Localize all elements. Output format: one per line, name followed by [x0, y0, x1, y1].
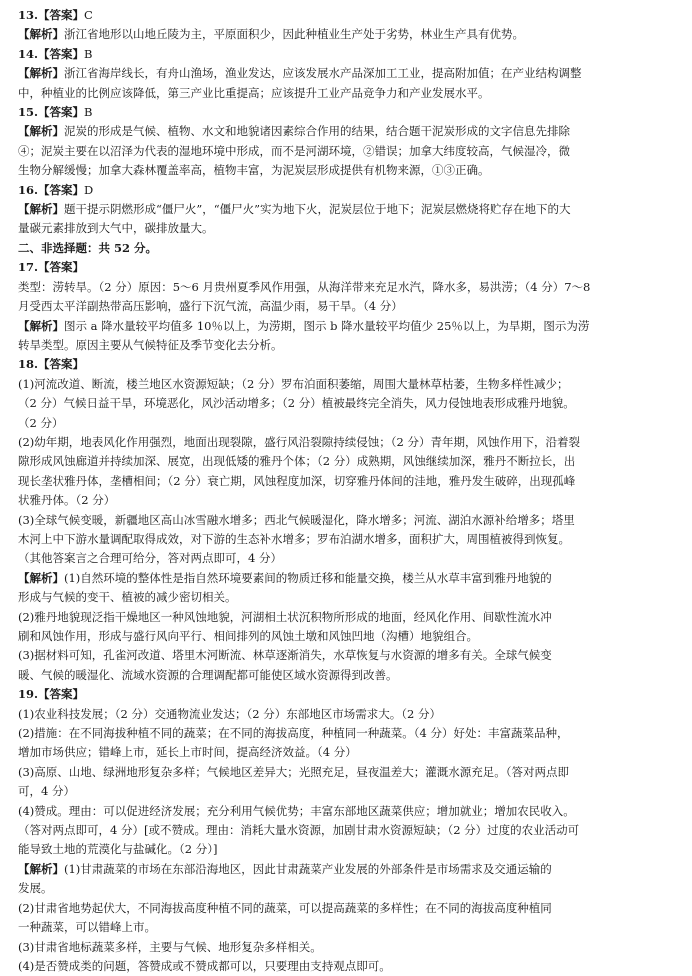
text-line — [18, 25, 674, 44]
line-label: 16.【答案】 — [18, 182, 85, 197]
line-label: 二、非选择题：共 52 分。 — [18, 240, 158, 255]
line-text: B — [84, 105, 93, 120]
text-line: 状雅丹体。（2 分） — [18, 493, 116, 508]
text-line — [18, 45, 674, 64]
text-line: (3)据材料可知，孔雀河改道、塔里木河断流、林草逐渐消失，水草恢复与水资源的增多有关。全球气候变 — [18, 648, 552, 663]
text-line: 中，种植业的比例应该降低，第三产业比重提高；应该提升工业产品竞争力和产业发展水平。 — [18, 85, 490, 100]
text-block — [18, 355, 674, 374]
text-block — [18, 938, 674, 957]
text-block — [18, 685, 674, 704]
line-text: 浙江省地形以山地丘陵为主，平原面积少，因此种植业生产处于劣势，林业生产具有优势。 — [64, 27, 524, 42]
text-line — [18, 355, 674, 374]
line-label: 13.【答案】 — [18, 8, 85, 22]
text-block — [18, 608, 674, 647]
text-line: (2)措施：在不同海拔种植不同的蔬菜；在不同的海拔高度，种植同一种蔬菜。（4 分）好处：丰富蔬菜品种， — [18, 726, 569, 741]
text-block — [18, 375, 674, 433]
text-line: 量碳元素排放到大气中，碳排放量大。 — [18, 221, 214, 236]
text-line: 转旱类型。原因主要从气候特征及季节变化去分析。 — [18, 337, 283, 352]
text-line: (3)甘肃省地标蔬菜多样，主要与气候、地形复杂多样相关。 — [18, 939, 322, 954]
text-line: (4)是否赞成类的问题，答赞成或不赞成都可以，只要理由支持观点即可。 — [18, 958, 391, 973]
line-label: 【解析】 — [18, 66, 64, 81]
text-line: (3)全球气候变暖，新疆地区高山冰雪融水增多；西北气候暖湿化，降水增多；河流、湖泊水源补给增多；塔里 — [18, 512, 575, 527]
text-line: （2 分） — [18, 415, 64, 430]
text-line: 刷和风蚀作用，形成与盛行风向平行、相间排列的风蚀土墩和风蚀凹地（沟槽）地貌组合。 — [18, 629, 478, 643]
text-line: (4)赞成。理由：可以促进经济发展；充分利用气候优势；丰富东部地区蔬菜供应；增加就业；增加农民收入。 — [18, 803, 575, 818]
text-line — [18, 64, 674, 83]
text-block — [18, 45, 674, 64]
text-block — [18, 200, 674, 239]
text-line: (1)农业科技发展；（2 分）交通物流业发达；（2 分）东部地区市场需求大。（2 分） — [18, 706, 441, 721]
text-line: （2 分）气候日益干旱，环境恶化，风沙活动增多；（2 分）植被最终完全消失，风力侵蚀地表形成雅丹地貌。 — [18, 396, 575, 411]
answer-key-content — [18, 6, 674, 976]
text-line: 增加市场供应；错峰上市，延长上市时间，提高经济效益。（4 分） — [18, 745, 357, 760]
text-block — [18, 511, 674, 569]
text-block — [18, 433, 674, 511]
text-line: 隙形成风蚀廊道并持续加深、展宽，出现低矮的雅丹个体；（2 分）成熟期，风蚀继续加深，雅丹不断拉长，出 — [18, 454, 576, 469]
text-line: 生物分解缓慢；加拿大森林覆盖率高，植物丰富，为泥炭层形成提供有机物来源，①③正确。 — [18, 163, 490, 178]
text-block — [18, 181, 674, 200]
text-line — [18, 239, 674, 258]
text-block — [18, 317, 674, 356]
text-block — [18, 763, 674, 802]
text-line — [18, 200, 674, 219]
line-text: 图示 a 降水量较平均值多 10％以上，为涝期，图示 b 降水量较平均值少 25％以上，为旱期，图示为涝 — [64, 318, 590, 333]
line-text: (1)自然环境的整体性是指自然环境要素间的物质迁移和能量交换，楼兰从水草丰富到雅丹地貌的 — [64, 570, 552, 585]
text-line: 发展。 — [18, 881, 53, 896]
line-label: 【解析】 — [18, 570, 64, 585]
text-line: (3)高原、山地、绿洲地形复杂多样；气候地区差异大；光照充足，昼夜温差大；灌溉水源充足。（答对两点即 — [18, 764, 570, 779]
line-label: 18.【答案】 — [18, 357, 85, 372]
text-line: ④；泥炭主要在以沼泽为代表的湿地环境中形成，而不是河湖环境，②错误；加拿大纬度较高，气候湿冷，微 — [18, 143, 570, 158]
text-line — [18, 181, 674, 200]
text-line: (1)河流改道、断流，楼兰地区水资源短缺；（2 分）罗布泊面积萎缩，周围大量林草枯萎，生物多样性减少； — [18, 376, 569, 391]
text-line: 类型：涝转旱。（2 分）原因：5～6 月贵州夏季风作用强，从海洋带来充足水汽，降水多，易洪涝；（4 分）7～8 — [18, 279, 591, 294]
line-text: C — [84, 8, 93, 22]
text-line: （其他答案言之合理可给分，答对两点即可，4 分） — [18, 551, 282, 566]
text-line — [18, 685, 674, 704]
text-block — [18, 25, 674, 44]
text-line — [18, 569, 674, 588]
text-block — [18, 64, 674, 103]
text-block — [18, 705, 674, 724]
text-line — [18, 103, 674, 122]
line-text: D — [84, 182, 94, 197]
text-block — [18, 569, 674, 608]
text-line: 月受西太平洋副热带高压影响，盛行下沉气流，高温少雨，易干旱。（4 分） — [18, 299, 403, 314]
text-block — [18, 802, 674, 860]
text-block — [18, 899, 674, 938]
text-block — [18, 860, 674, 899]
text-block — [18, 278, 674, 317]
line-text: 泥炭的形成是气候、植物、水文和地貌诸因素综合作用的结果，结合题干泥炭形成的文字信息先排除 — [64, 124, 570, 139]
text-line: 木河上中下游水量调配取得成效，对下游的生态补水增多；罗布泊湖水增多，面积扩大，周围植被得到恢复。 — [18, 531, 570, 546]
text-line: (2)雅丹地貌现泛指干燥地区一种风蚀地貌，河湖相土状沉积物所形成的地面，经风化作用、间歇性流水冲 — [18, 609, 552, 624]
line-label: 【解析】 — [18, 27, 64, 42]
text-line — [18, 6, 674, 25]
text-block — [18, 6, 674, 25]
text-block — [18, 103, 674, 122]
line-label: 19.【答案】 — [18, 687, 85, 702]
line-label: 17.【答案】 — [18, 260, 85, 275]
line-label: 14.【答案】 — [18, 46, 85, 61]
line-text: 浙江省海岸线长，有舟山渔场，渔业发达，应该发展水产品深加工工业，提高附加值；在产业结构调整 — [64, 66, 582, 81]
text-line: 形成与气候的变干、植被的减少密切相关。 — [18, 590, 237, 605]
text-block — [18, 724, 674, 763]
line-text: 题干提示阴燃形成“僵尸火”，“僵尸火”实为地下火，泥炭层位于地下；泥炭层燃烧将贮存在地下的大 — [64, 202, 571, 217]
text-line: 可，4 分） — [18, 784, 75, 799]
text-line: 暖、气候的暖湿化、流域水资源的合理调配都可能使区域水资源得到改善。 — [18, 667, 398, 682]
line-text: B — [84, 46, 93, 61]
text-line — [18, 860, 674, 879]
line-label: 【解析】 — [18, 861, 64, 876]
line-label: 15.【答案】 — [18, 105, 85, 120]
text-block — [18, 122, 674, 180]
text-block — [18, 646, 674, 685]
text-line — [18, 258, 674, 277]
text-line: 现长垄状雅丹体，垄槽相间；（2 分）衰亡期，风蚀程度加深，切穿雅丹体间的洼地，雅丹发生破碎，出现孤峰 — [18, 473, 576, 488]
text-line: (2)幼年期，地表风化作用强烈，地面出现裂隙，盛行风沿裂隙持续侵蚀；（2 分）青年期，风蚀作用下，沿着裂 — [18, 434, 581, 449]
line-label: 【解析】 — [18, 318, 64, 333]
text-line — [18, 122, 674, 141]
line-text: (1)甘肃蔬菜的市场在东部沿海地区，因此甘肃蔬菜产业发展的外部条件是市场需求及交通运输的 — [64, 861, 552, 876]
text-line: (2)甘肃省地势起伏大，不同海拔高度种植不同的蔬菜，可以提高蔬菜的多样性；在不同的海拔高度种植同 — [18, 900, 552, 915]
text-line: 一种蔬菜，可以错峰上市。 — [18, 920, 156, 935]
text-line: 能导致土地的荒漠化与盐碱化。（2 分）] — [18, 842, 218, 857]
text-line — [18, 317, 674, 336]
text-block — [18, 258, 674, 277]
text-line: （答对两点即可，4 分）[或不赞成。理由：消耗大量水资源，加剧甘肃水资源短缺；（2 分）过度的农业活动可 — [18, 823, 580, 838]
text-block — [18, 957, 674, 976]
text-block — [18, 239, 674, 258]
line-label: 【解析】 — [18, 124, 64, 139]
line-label: 【解析】 — [18, 202, 64, 217]
